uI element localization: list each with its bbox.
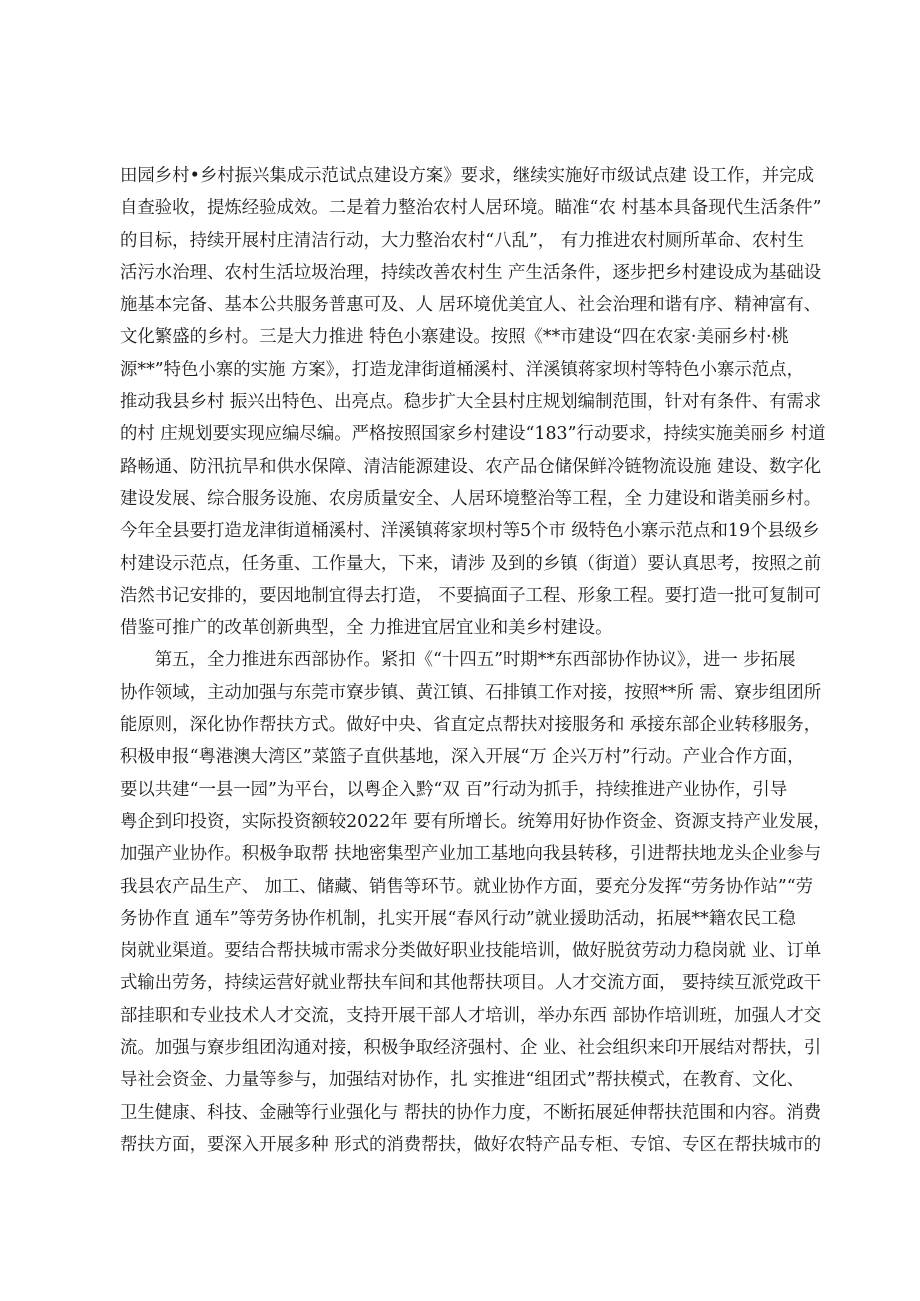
text-line: 粤企到印投资，实际投资额较2022年 要有所增长。统筹用好协作资金、资源支持产业发展， xyxy=(120,811,831,832)
text-line: 务协作直 通车”等劳务协作机制，扎实开展“春风行动”就业援助活动，拓展**籍农民工稳 xyxy=(120,908,796,929)
text-line: 活污水治理、农村生活垃圾治理，持续改善农村生 产生活条件，逐步把乡村建设成为基础设 xyxy=(120,262,822,283)
text-line: 的村 庄规划要实现应编尽编。严格按照国家乡村建设“183”行动要求，持续实施美丽乡 村道 xyxy=(120,424,826,445)
text-line: 施基本完备、基本公共服务普惠可及、人 居环境优美宜人、社会治理和谐有序、精神富有、 xyxy=(120,295,822,316)
text-line: 的目标，持续开展村庄清洁行动，大力整治农村“八乱”， 有力推进农村厕所革命、农村生 xyxy=(120,230,805,251)
document-page xyxy=(120,160,831,1161)
text-line: 能原则，深化协作帮扶方式。做好中央、省直定点帮扶对接服务和 承接东部企业转移服务， xyxy=(120,715,822,736)
text-line: 路畅通、防汛抗旱和供水保障、清洁能源建设、农产品仓储保鲜冷链物流设施 建设、数字化 xyxy=(120,456,822,477)
text-line: 今年全县要打造龙津街道桶溪村、洋溪镇蒋家坝村等5个市 级特色小寨示范点和19个县级乡 xyxy=(120,521,820,542)
text-line: 田园乡村•乡村振兴集成示范试点建设方案》要求，继续实施好市级试点建 设工作，并完成 xyxy=(120,166,815,186)
paragraph-east-west-cooperation xyxy=(120,644,831,1161)
text-line: 加强产业协作。积极争取帮 扶地密集型产业加工基地向我县转移，引进帮扶地龙头企业参与 xyxy=(120,844,822,865)
text-line: 自查验收，提炼经验成效。二是着力整治农村人居环境。瞄准“农 村基本具备现代生活条件” xyxy=(120,198,822,219)
text-line: 借鉴可推广的改革创新典型，全 力推进宜居宜业和美乡村建设。 xyxy=(120,618,613,639)
text-line: 式输出劳务，持续运营好就业帮扶车间和其他帮扶项目。人才交流方面， 要持续互派党政干 xyxy=(120,973,822,994)
text-line: 积极申报“粤港澳大湾区”菜篮子直供基地，深入开展“万 企兴万村”行动。产业合作方面， xyxy=(120,747,805,768)
text-line: 卫生健康、科技、金融等行业强化与 帮扶的协作力度，不断拓展延伸帮扶范围和内容。消费 xyxy=(120,1102,822,1123)
paragraph-rural-construction xyxy=(120,160,826,644)
text-line: 部挂职和专业技术人才交流，支持开展干部人才培训，举办东西 部协作培训班，加强人才交 xyxy=(120,1005,822,1026)
text-line: 我县农产品生产、 加工、储藏、销售等环节。就业协作方面，要充分发挥“劳务协作站”“劳 xyxy=(120,876,814,897)
text-line: 文化繁盛的乡村。三是大力推进 特色小寨建设。按照《**市建设“四在农家·美丽乡村·桃 xyxy=(120,327,789,348)
text-line: 要以共建“一县一园”为平台，以粤企入黔“双 百”行动为抓手，持续推进产业协作，引导 xyxy=(120,779,788,800)
text-line: 导社会资金、力量等参与，加强结对协作，扎 实推进“组团式”帮扶模式，在教育、文化、 xyxy=(120,1070,805,1091)
text-line: 浩然书记安排的，要因地制宜得去打造， 不要搞面子工程、形象工程。要打造一批可复制可 xyxy=(120,585,822,606)
text-line: 源**”特色小寨的实施 方案》，打造龙津街道桶溪村、洋溪镇蒋家坝村等特色小寨示范点， xyxy=(120,359,804,380)
text-line: 建设发展、综合服务设施、农房质量安全、人居环境整治等工程，全 力建设和谐美丽乡村。 xyxy=(120,488,822,509)
text-line: 帮扶方面，要深入开展多种 形式的消费帮扶，做好农特产品专柜、专馆、专区在帮扶城市的 xyxy=(120,1134,822,1155)
text-line: 流。加强与寮步组团沟通对接，积极争取经济强村、企 业、社会组织来印开展结对帮扶，引 xyxy=(120,1038,822,1059)
text-line: 第五，全力推进东西部协作。紧扣《“十四五”时期**东西部协作协议》，进一 步拓展 xyxy=(120,650,796,671)
text-line: 村建设示范点，任务重、工作量大，下来，请涉 及到的乡镇（街道）要认真思考，按照之前 xyxy=(120,553,822,574)
text-line: 协作领域，主动加强与东莞市寮步镇、黄江镇、石排镇工作对接，按照**所 需、寮步组团所 xyxy=(120,682,822,703)
text-line: 推动我县乡村 振兴出特色、出亮点。稳步扩大全县村庄规划编制范围，针对有条件、有需求 xyxy=(120,392,822,413)
text-line: 岗就业渠道。要结合帮扶城市需求分类做好职业技能培训，做好脱贫劳动力稳岗就 业、订单 xyxy=(120,941,822,962)
